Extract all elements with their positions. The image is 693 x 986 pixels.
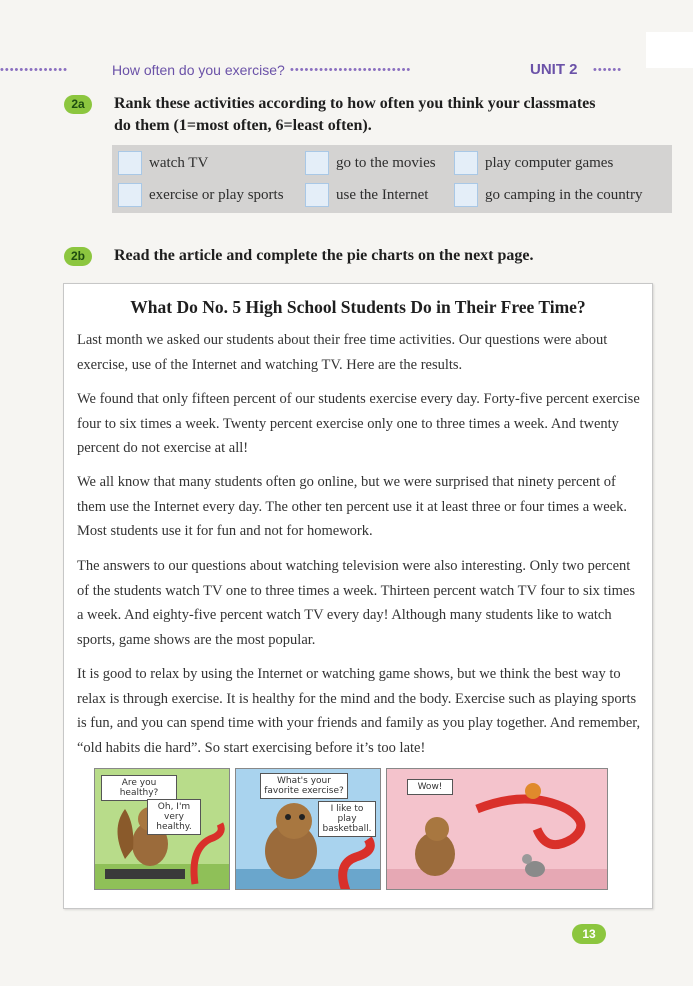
activity-item[interactable] — [118, 182, 284, 208]
exercise-badge-2a: 2a — [64, 95, 92, 114]
page-number: 13 — [572, 924, 606, 944]
activity-item[interactable] — [118, 150, 208, 176]
header-dots-middle: ••••••••••••••••••••••••• — [290, 64, 412, 76]
article-paragraph: Last month we asked our students about their free time activities. Our questions were about exercise, use of the Internet and watching TV. Here are the results. — [77, 332, 608, 373]
comic-panel-2 — [235, 768, 381, 890]
activities-box — [112, 145, 672, 213]
activity-item[interactable] — [305, 150, 436, 176]
activity-item[interactable] — [454, 182, 642, 208]
unit-label: UNIT 2 — [530, 61, 578, 78]
rank-checkbox[interactable] — [454, 151, 478, 175]
activity-label: play computer games — [485, 154, 614, 171]
article-title: What Do No. 5 High School Students Do in Their Free Time? — [130, 297, 586, 317]
rank-checkbox[interactable] — [118, 151, 142, 175]
rank-checkbox[interactable] — [305, 151, 329, 175]
article-paragraph: It is good to relax by using the Internet or watching game shows, but we think the best way to relax is through exercise. It is healthy for the mind and the body. Exercise such as playing sports is fun, and you can spend time with your friends and family as you play together. And remember, “old habits die hard”. So start exercising before it’s too late! — [77, 666, 641, 756]
activity-label: go camping in the country — [485, 186, 643, 203]
exercise-2a-instruction-line1: Rank these activities according to how often you think your classmates — [114, 95, 596, 112]
speech-bubble: Are you healthy? — [101, 775, 177, 801]
activity-item[interactable] — [305, 182, 428, 208]
rank-checkbox[interactable] — [305, 183, 329, 207]
speech-bubble: I like to play basketball. — [318, 801, 376, 837]
rank-checkbox[interactable] — [454, 183, 478, 207]
speech-bubble: Wow! — [407, 779, 453, 795]
speech-bubble: Oh, I'm very healthy. — [147, 799, 201, 835]
exercise-2b-instruction: Read the article and complete the pie charts on the next page. — [114, 247, 534, 264]
article-paragraph: The answers to our questions about watching television were also interesting. Only two percent of the students watch TV one to three times a week. Thirteen percent watch TV four to six times a week. And eighty-five percent watch TV every day! Although many students like to watch sports, game shows are the most popular. — [77, 558, 635, 648]
page-header — [0, 60, 693, 82]
article-box — [63, 283, 653, 909]
activity-label: go to the movies — [336, 154, 436, 171]
article-paragraph: We all know that many students often go online, but we were surprised that ninety percent of them use the Internet every day. The other ten percent use it at least three or four times a week. Most students use it for fun and not for homework. — [77, 474, 627, 539]
activity-item[interactable] — [454, 150, 613, 176]
speech-bubble: What's your favorite exercise? — [260, 773, 348, 799]
comic-panel-3 — [386, 768, 608, 890]
header-dots-left: •••••••••••••• — [0, 64, 68, 76]
rank-checkbox[interactable] — [118, 183, 142, 207]
activity-label: use the Internet — [336, 186, 429, 203]
article-paragraph: We found that only fifteen percent of our students exercise every day. Forty-five percent exercise four to six times a week. Twenty percent exercise only one to three times a week. And twenty percent do not exercise at all! — [77, 391, 640, 456]
exercise-2a-instruction-line2: do them (1=most often, 6=least often). — [114, 117, 372, 134]
activity-label: watch TV — [149, 154, 209, 171]
exercise-badge-2b: 2b — [64, 247, 92, 266]
comic-panel-1 — [94, 768, 230, 890]
activity-label: exercise or play sports — [149, 186, 284, 203]
header-title: How often do you exercise? — [112, 62, 285, 78]
header-dots-right: •••••• — [593, 64, 623, 76]
